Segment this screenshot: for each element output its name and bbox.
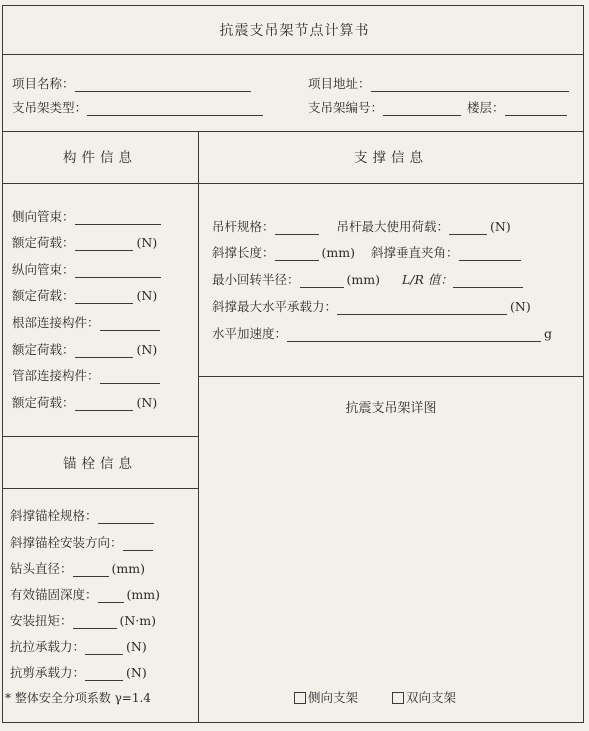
divider-anchor-top: [2, 436, 198, 437]
bracket-no-input[interactable]: [383, 102, 461, 116]
horizontal-accel-input[interactable]: [287, 328, 541, 342]
horizontal-accel-field: [212, 326, 552, 342]
rated-load-2-input[interactable]: [75, 290, 133, 304]
rod-max-load-input[interactable]: [449, 221, 487, 235]
brace-length-field: [212, 245, 521, 261]
anchor-depth-label: 有效锚固深度：: [10, 587, 98, 602]
lateral-pipe-label: 侧向管束：: [12, 209, 75, 224]
project-address-input[interactable]: [371, 78, 569, 92]
brace-angle-input[interactable]: [459, 247, 521, 261]
option-lateral[interactable]: [294, 690, 358, 706]
root-connector-field: [12, 315, 160, 331]
drill-dia-label: 钻头直径：: [10, 561, 73, 576]
lateral-pipe-field: [12, 209, 161, 225]
anchor-depth-input[interactable]: [98, 589, 124, 603]
safety-note: * 整体安全分项系数 γ=1.4: [5, 691, 151, 705]
rated-load-1-field: [12, 235, 157, 251]
option-bidirectional-label: 双向支架: [406, 690, 457, 705]
shear-label: 抗剪承载力：: [10, 665, 86, 680]
floor-label: 楼层：: [467, 100, 505, 115]
component-heading: 构件信息: [63, 150, 137, 166]
brace-angle-label: 斜撑垂直夹角：: [370, 245, 459, 260]
unit-mm-1: (mm): [111, 561, 145, 576]
tension-label: 抗拉承载力：: [10, 639, 86, 654]
unit-n-4: (N): [136, 395, 158, 410]
shear-field: [10, 665, 147, 681]
rated-load-4-label: 额定荷载：: [12, 395, 75, 410]
rod-spec-input[interactable]: [275, 221, 319, 235]
anchor-spec-label: 斜撑锚栓规格：: [10, 508, 98, 523]
divider-detail: [198, 376, 584, 377]
brace-max-horizontal-field: [212, 299, 531, 315]
anchor-spec-field: [10, 508, 154, 524]
bracket-type-field: [12, 100, 263, 116]
min-radius-label: 最小回转半径：: [212, 272, 300, 287]
divider-anchor-heading: [2, 488, 198, 489]
option-lateral-label: 侧向支架: [308, 690, 359, 705]
pipe-connector-input[interactable]: [100, 370, 160, 384]
unit-mm-4: (mm): [346, 272, 380, 287]
brace-length-label: 斜撑长度：: [212, 245, 275, 260]
anchor-direction-field: [10, 535, 153, 551]
unit-n-6: (N): [126, 665, 147, 680]
torque-input[interactable]: [73, 615, 117, 629]
horizontal-accel-label: 水平加速度：: [212, 326, 288, 341]
longitudinal-pipe-label: 纵向管束：: [12, 262, 75, 277]
brace-max-horizontal-label: 斜撑最大水平承载力：: [212, 299, 338, 314]
project-address-label: 项目地址：: [308, 76, 371, 91]
min-radius-field: [212, 272, 523, 288]
unit-n-1: (N): [136, 235, 158, 250]
unit-g: g: [544, 326, 553, 341]
lr-value-input[interactable]: [453, 274, 523, 288]
unit-n-5: (N): [126, 639, 147, 654]
rated-load-2-field: [12, 288, 157, 304]
checkbox-icon[interactable]: [392, 692, 404, 704]
brace-max-horizontal-input[interactable]: [337, 301, 507, 315]
anchor-spec-input[interactable]: [98, 510, 154, 524]
anchor-heading: 锚栓信息: [63, 456, 137, 472]
bracket-type-label: 支吊架类型：: [12, 100, 88, 115]
torque-field: [10, 613, 156, 629]
anchor-direction-input[interactable]: [123, 537, 153, 551]
rated-load-2-label: 额定荷载：: [12, 288, 75, 303]
option-bidirectional[interactable]: [392, 690, 456, 706]
unit-n-3: (N): [136, 342, 158, 357]
unit-n-2: (N): [136, 288, 158, 303]
longitudinal-pipe-input[interactable]: [75, 264, 161, 278]
project-address-field: [308, 76, 569, 92]
torque-label: 安装扭矩：: [10, 613, 73, 628]
longitudinal-pipe-field: [12, 262, 161, 278]
unit-mm-2: (mm): [126, 587, 160, 602]
drill-dia-field: [10, 561, 145, 577]
rated-load-4-input[interactable]: [75, 397, 133, 411]
floor-input[interactable]: [505, 102, 567, 116]
divider-support-heading: [198, 183, 584, 184]
tension-input[interactable]: [85, 641, 123, 655]
unit-mm-3: (mm): [321, 245, 355, 260]
pipe-connector-field: [12, 368, 160, 384]
detail-options: [294, 690, 456, 706]
anchor-depth-field: [10, 587, 160, 603]
lateral-pipe-input[interactable]: [75, 211, 161, 225]
bracket-type-input[interactable]: [87, 102, 263, 116]
divider-title: [2, 54, 584, 55]
rated-load-4-field: [12, 395, 157, 411]
unit-n-8: (N): [510, 299, 531, 314]
rated-load-1-input[interactable]: [75, 237, 133, 251]
anchor-direction-label: 斜撑锚栓安装方向：: [10, 535, 123, 550]
unit-n-7: (N): [490, 219, 511, 234]
root-connector-label: 根部连接构件：: [12, 315, 100, 330]
brace-length-input[interactable]: [275, 247, 319, 261]
min-radius-input[interactable]: [300, 274, 344, 288]
rod-max-load-label: 吊杆最大使用荷载：: [336, 219, 450, 234]
shear-input[interactable]: [85, 667, 123, 681]
project-name-input[interactable]: [75, 78, 251, 92]
rated-load-3-field: [12, 342, 157, 358]
project-name-label: 项目名称：: [12, 76, 75, 91]
support-heading: 支撑信息: [354, 150, 428, 166]
page-title: 抗震支吊架节点计算书: [219, 23, 370, 39]
rated-load-3-input[interactable]: [75, 344, 133, 358]
divider-header: [2, 131, 584, 132]
rod-spec-field: [212, 219, 511, 235]
checkbox-icon[interactable]: [294, 692, 306, 704]
bracket-no-label: 支吊架编号：: [308, 100, 384, 115]
divider-component-heading: [2, 183, 198, 184]
tension-field: [10, 639, 147, 655]
unit-nm: (N·m): [119, 613, 157, 628]
divider-columns: [198, 131, 199, 723]
detail-heading: 抗震支吊架详图: [345, 401, 437, 416]
rated-load-3-label: 额定荷载：: [12, 342, 75, 357]
rated-load-1-label: 额定荷载：: [12, 235, 75, 250]
rod-spec-label: 吊杆规格：: [212, 219, 275, 234]
bracket-no-field: [308, 100, 567, 116]
root-connector-input[interactable]: [100, 317, 160, 331]
lr-value-label: L/R 值：: [401, 272, 453, 287]
drill-dia-input[interactable]: [73, 563, 109, 577]
pipe-connector-label: 管部连接构件：: [12, 368, 100, 383]
project-name-field: [12, 76, 251, 92]
